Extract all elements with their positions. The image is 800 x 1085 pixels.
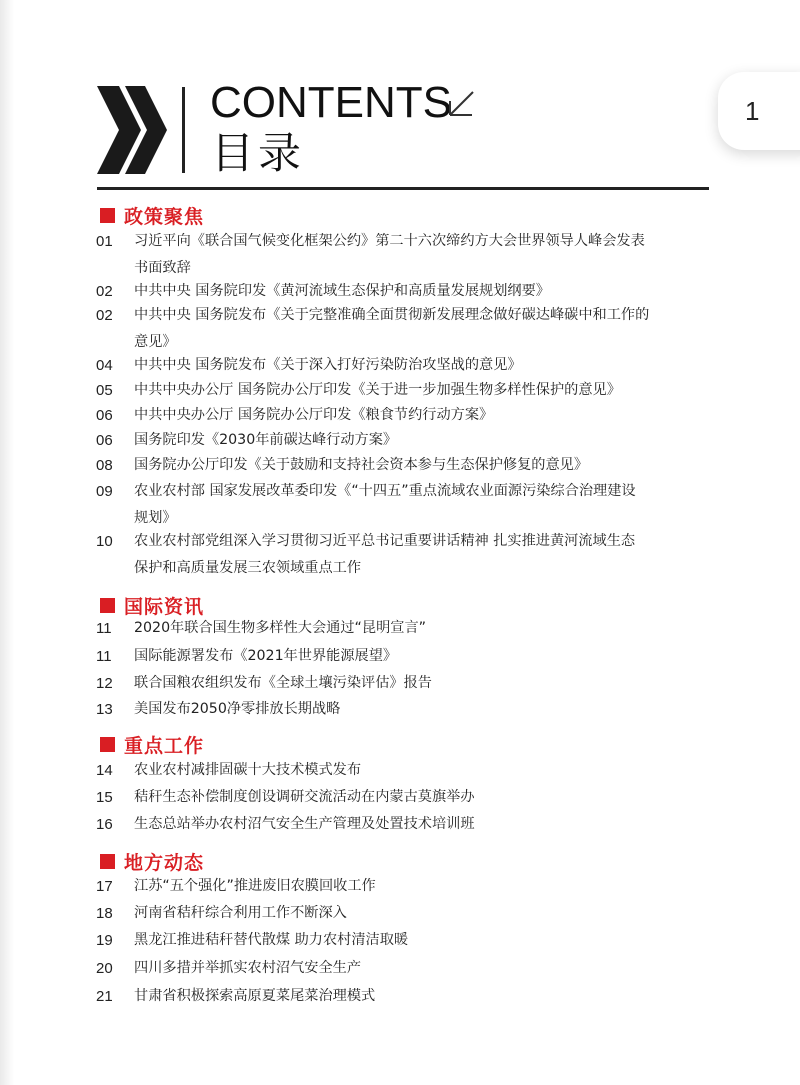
entry-title: 中共中央 国务院发布《关于深入打好污染防治攻坚战的意见》 [134, 357, 522, 373]
red-square-icon [100, 208, 115, 223]
entry-page-number: 18 [96, 905, 113, 922]
section-heading [100, 848, 204, 874]
entry-title: 甘肃省积极探索高原夏菜尾菜治理模式 [134, 988, 376, 1004]
page-edge-shadow [0, 0, 14, 1085]
red-square-icon [100, 598, 115, 613]
section-title: 重点工作 [124, 734, 205, 757]
entry-page-number: 06 [96, 407, 113, 424]
entry-title: 国务院办公厅印发《关于鼓励和支持社会资本参与生态保护修复的意见》 [134, 457, 589, 473]
section-heading [100, 731, 204, 757]
entry-title: 美国发布2050净零排放长期战略 [134, 701, 341, 717]
entry-page-number: 01 [96, 233, 113, 250]
entry-page-number: 20 [96, 960, 113, 977]
entry-title: 农业农村部党组深入学习贯彻习近平总书记重要讲话精神 扎实推进黄河流域生态 保护和高质量发展三农领域重点工作 [134, 533, 636, 576]
entry-page-number: 06 [96, 432, 113, 449]
entry-page-number: 11 [96, 620, 112, 637]
chevron-right-icon [97, 86, 169, 174]
entry-title: 中共中央办公厅 国务院办公厅印发《关于进一步加强生物多样性保护的意见》 [134, 382, 621, 398]
entry-title: 2020年联合国生物多样性大会通过“昆明宣言” [134, 620, 426, 636]
entry-page-number: 17 [96, 878, 113, 895]
entry-page-number: 10 [96, 533, 113, 550]
entry-title: 农业农村减排固碳十大技术模式发布 [134, 762, 362, 778]
entry-title: 四川多措并举抓实农村沼气安全生产 [134, 960, 362, 976]
entry-page-number: 12 [96, 675, 113, 692]
entry-title: 中共中央 国务院印发《黄河流域生态保护和高质量发展规划纲要》 [134, 283, 550, 299]
entry-page-number: 21 [96, 988, 113, 1005]
section-title: 国际资讯 [124, 595, 205, 618]
entry-page-number: 02 [96, 283, 113, 300]
entry-title: 黑龙江推进秸秆替代散煤 助力农村清洁取暖 [134, 932, 409, 948]
page-number: 1 [745, 96, 760, 126]
page-title-cn: 目录 [211, 129, 305, 179]
red-square-icon [100, 854, 115, 869]
section-title: 政策聚焦 [124, 205, 205, 228]
entry-page-number: 11 [96, 648, 112, 665]
entry-page-number: 14 [96, 762, 113, 779]
entry-title: 河南省秸秆综合利用工作不断深入 [134, 905, 347, 921]
page-title-en: CONTENTS [210, 78, 452, 127]
entry-title: 国务院印发《2030年前碳达峰行动方案》 [134, 432, 398, 448]
section-heading [100, 202, 204, 228]
entry-title: 生态总站举办农村沼气安全生产管理及处置技术培训班 [134, 816, 475, 832]
red-square-icon [100, 737, 115, 752]
entry-page-number: 05 [96, 382, 113, 399]
entry-page-number: 19 [96, 932, 113, 949]
entry-title: 国际能源署发布《2021年世界能源展望》 [134, 648, 398, 664]
entry-title: 中共中央办公厅 国务院办公厅印发《粮食节约行动方案》 [134, 407, 494, 423]
entry-page-number: 09 [96, 483, 113, 500]
entry-title: 农业农村部 国家发展改革委印发《“十四五”重点流域农业面源污染综合治理建设 规划》 [134, 483, 636, 526]
entry-title: 习近平向《联合国气候变化框架公约》第二十六次缔约方大会世界领导人峰会发表 书面致辞 [134, 233, 645, 276]
header-rule [97, 187, 709, 190]
arrow-down-left-icon [446, 90, 476, 118]
entry-page-number: 15 [96, 789, 113, 806]
entry-title: 中共中央 国务院发布《关于完整准确全面贯彻新发展理念做好碳达峰碳中和工作的 意见》 [134, 307, 650, 350]
entry-title: 江苏“五个强化”推进废旧农膜回收工作 [134, 878, 376, 894]
entry-page-number: 16 [96, 816, 113, 833]
title-divider [182, 87, 185, 173]
entry-title: 秸秆生态补偿制度创设调研交流活动在内蒙古莫旗举办 [134, 789, 475, 805]
section-title: 地方动态 [124, 851, 205, 874]
entry-page-number: 04 [96, 357, 113, 374]
entry-page-number: 02 [96, 307, 113, 324]
entry-title: 联合国粮农组织发布《全球土壤污染评估》报告 [134, 675, 432, 691]
entry-page-number: 08 [96, 457, 113, 474]
entry-page-number: 13 [96, 701, 113, 718]
